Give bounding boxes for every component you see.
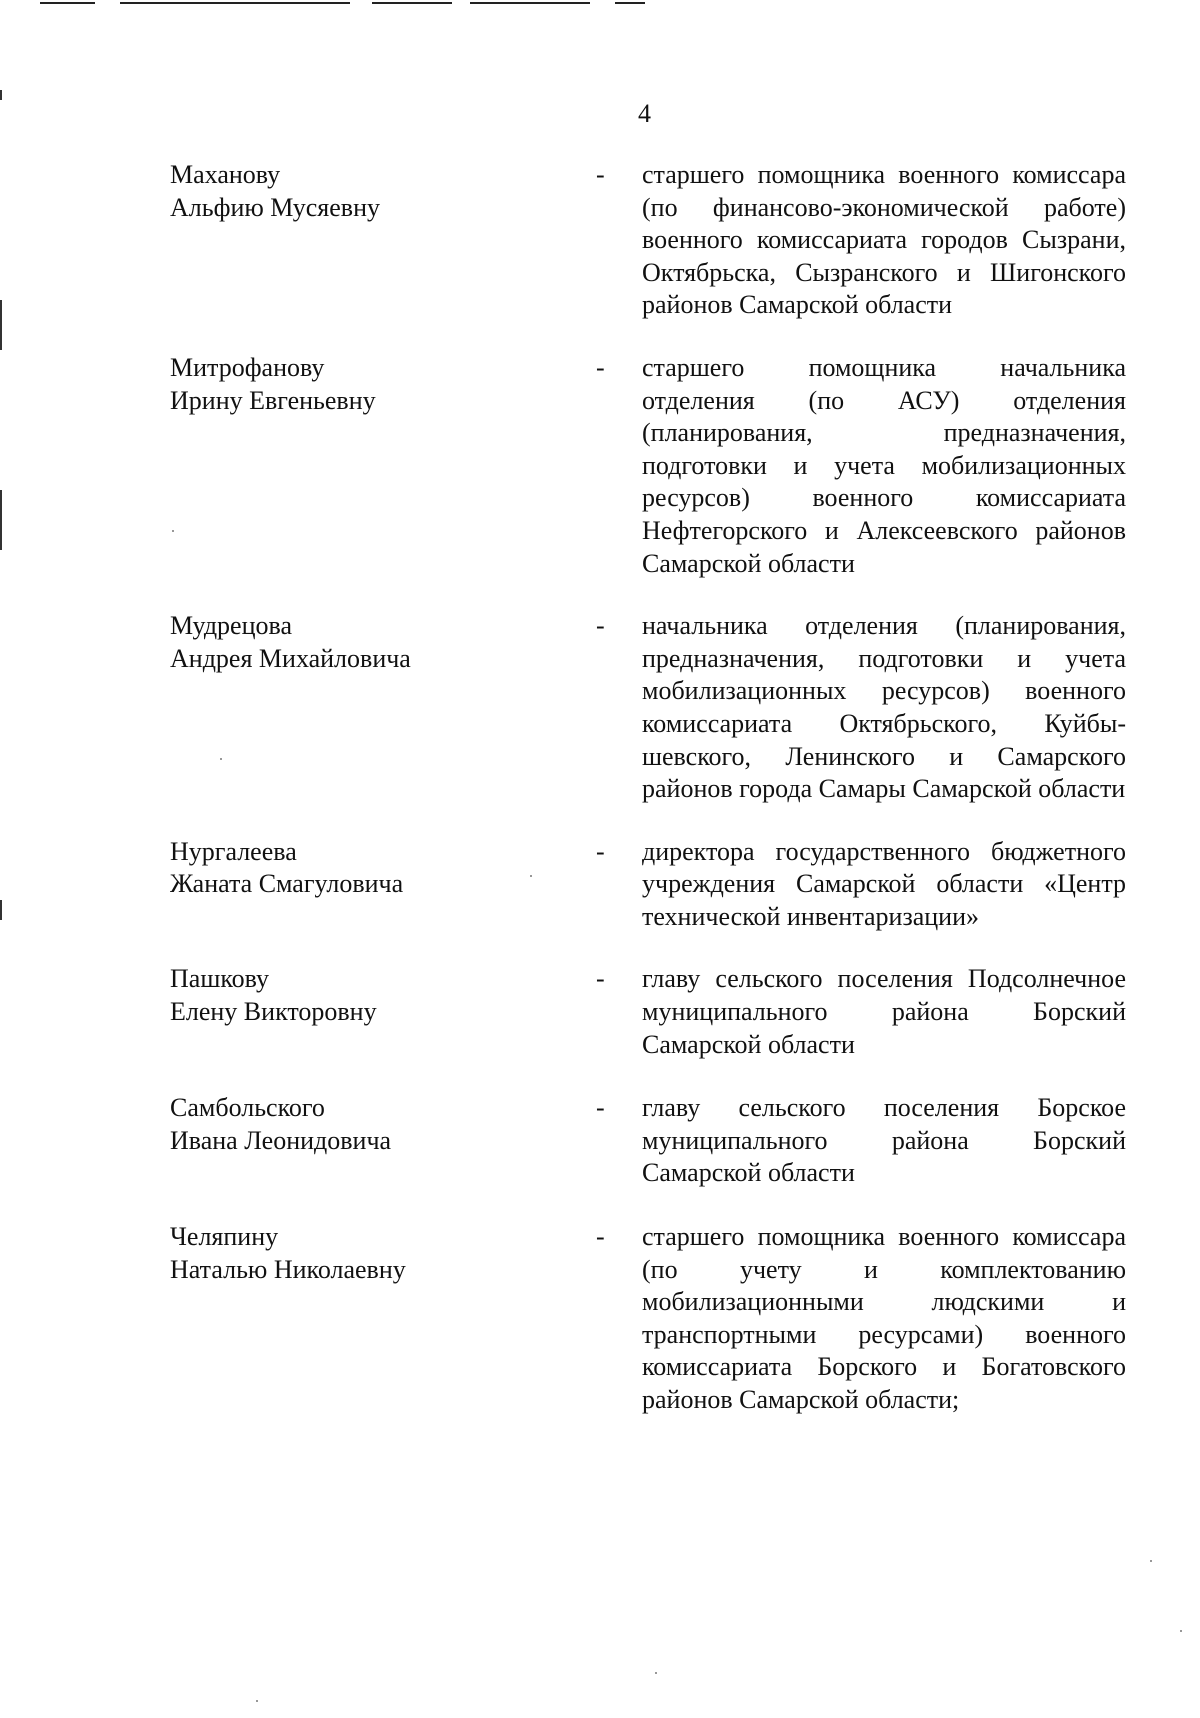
- position-description: старшего помощника военного комиссара (по учету и комплектованию мобилизационными людскими и транспортными ресурсами) военного комиссариата Борского и Богатовского районов Самарской области;: [642, 1222, 1126, 1414]
- dash-separator: -: [596, 836, 605, 866]
- scan-speck: [530, 875, 532, 877]
- list-item: [0, 610, 1200, 806]
- given-names: Андрея Михайловича: [170, 643, 411, 673]
- scan-speck: [256, 1700, 258, 1702]
- surname: Пашкову: [170, 964, 270, 994]
- surname: Мудрецова: [170, 611, 292, 641]
- list-item: [0, 963, 1200, 1061]
- dash-separator: -: [596, 160, 605, 189]
- person-name: [170, 610, 570, 675]
- dash-separator: -: [596, 964, 605, 994]
- position-description: главу сельского поселения Борское муниципального района Борский Самарской области: [642, 1093, 1126, 1188]
- surname: Самбольского: [170, 1093, 325, 1123]
- scan-speck: [655, 1672, 657, 1674]
- scan-speck: [1150, 1560, 1152, 1562]
- given-names: Ивана Леонидовича: [170, 1125, 392, 1155]
- person-name: [170, 1221, 570, 1286]
- position-description: старшего помощника военного комиссара (по финансово-экономической работе) военного комиссариата городов Сызрани, Октябрьска, Сызранского и Шигонского районов Самарской области: [642, 160, 1126, 320]
- person-name: [170, 1092, 570, 1157]
- given-names: Жаната Смагуловича: [170, 869, 404, 899]
- scan-edge-top: [0, 0, 1200, 6]
- scan-speck: [220, 758, 222, 760]
- given-names: Елену Викторовну: [170, 997, 377, 1027]
- given-names: Альфию Мусяевну: [170, 192, 380, 222]
- dash-separator: -: [596, 352, 605, 382]
- dash-separator: -: [596, 611, 605, 641]
- surname: Маханову: [170, 160, 281, 189]
- appointee-list: [0, 159, 1200, 1417]
- page-number: 4: [638, 99, 651, 128]
- given-names: Наталью Николаевну: [170, 1254, 406, 1284]
- surname: Митрофанову: [170, 352, 325, 382]
- list-item: [0, 1092, 1200, 1190]
- list-item: [0, 159, 1200, 322]
- position-description: директора государственного бюджетного учреждения Самарской области «Центр технической инвентаризации»: [642, 836, 1126, 931]
- dash-separator: -: [596, 1093, 605, 1123]
- person-name: [170, 836, 570, 901]
- person-name: [170, 963, 570, 1028]
- surname: Челяпину: [170, 1222, 279, 1252]
- position-description: начальника отделения (планирования, предназначения, подготовки и учета мобилизационных ресурсов) военного комиссариата Октябрьского, Куйбышевского, Ленинского и Самарского районов города Самары Самарской области: [642, 611, 1126, 804]
- dash-separator: -: [596, 1222, 605, 1252]
- person-name: [170, 352, 570, 417]
- scan-speck: [172, 530, 174, 532]
- list-item: [0, 836, 1200, 934]
- scan-speck: [1180, 1630, 1182, 1632]
- position-description: старшего помощника начальника отделения (по АСУ) отделения (планирования, предназначения, подготовки и учета мобилизационных ресурсов) военного комиссариата Нефтегорского и Алексеевского районов Самарской области: [642, 352, 1126, 578]
- list-item: [0, 1221, 1200, 1417]
- person-name: [170, 159, 570, 224]
- given-names: Ирину Евгеньевну: [170, 385, 376, 415]
- position-description: главу сельского поселения Подсолнечное муниципального района Борский Самарской области: [642, 964, 1126, 1059]
- surname: Нургалеева: [170, 836, 297, 866]
- list-item: [0, 352, 1200, 580]
